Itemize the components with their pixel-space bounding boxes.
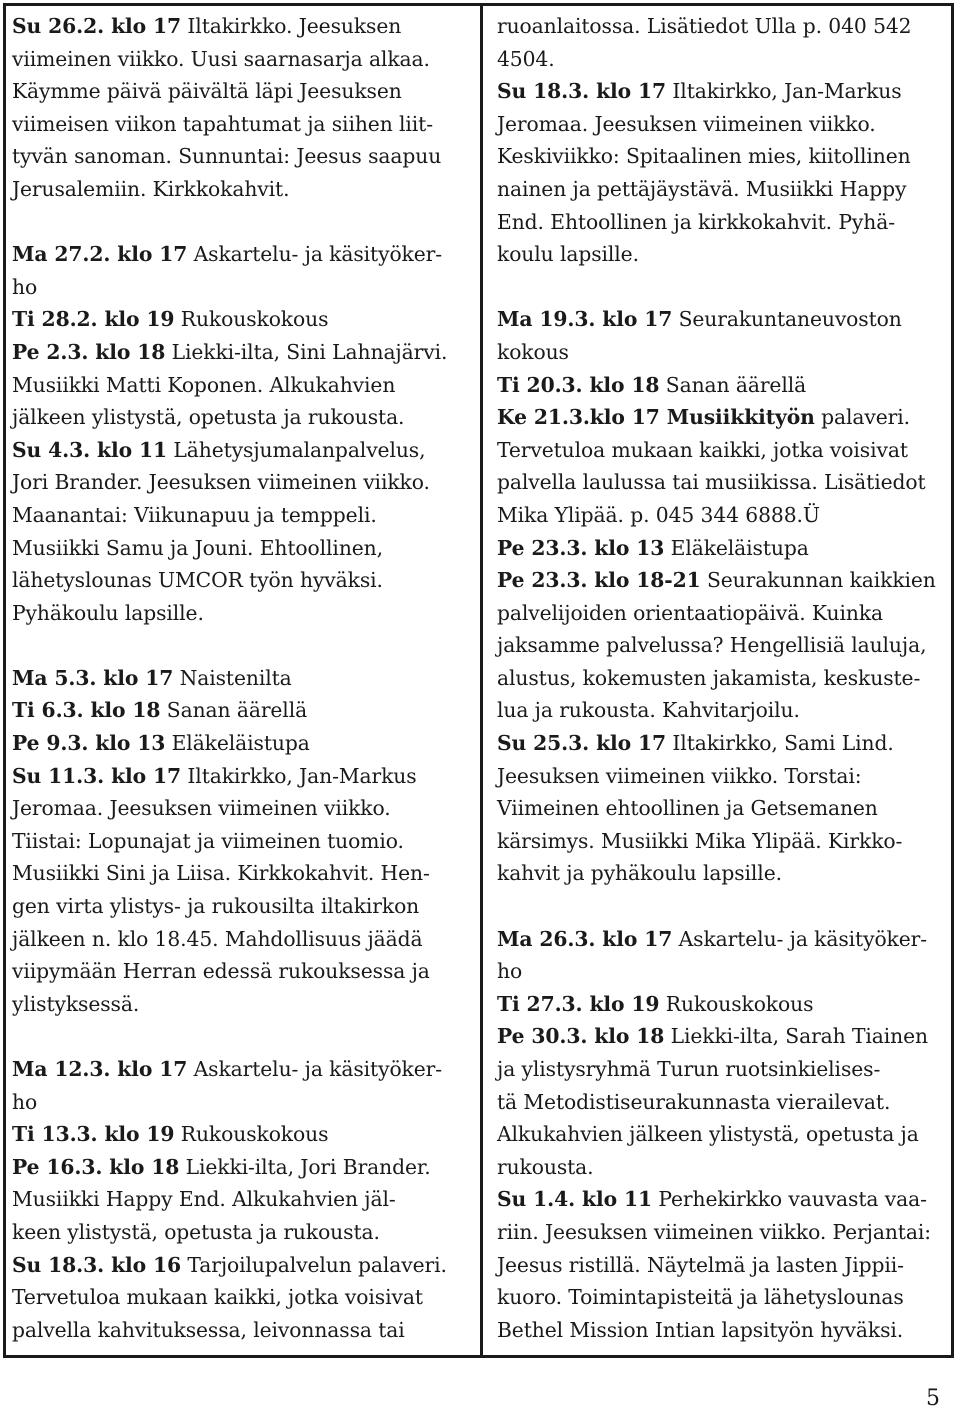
event-text: Alkukahvien jälkeen ylistystä, opetusta ja (497, 1122, 919, 1147)
event-text: keen ylistystä, opetusta ja rukousta. (12, 1219, 380, 1244)
event-date-heading: Ke 21.3.klo 17 Musiikkityön (497, 405, 815, 430)
paragraph-gap (497, 890, 949, 923)
event-date-heading: Ti 27.3. klo 19 (497, 991, 660, 1016)
event-text: ho (497, 959, 523, 984)
event-text: Musiikki Matti Koponen. Alkukahvien (12, 372, 396, 397)
event-text: nainen ja pettäjäystävä. Musiikki Happy (497, 176, 907, 201)
event-text: Käymme päivä päivältä läpi Jeesuksen (12, 79, 402, 104)
text-line (12, 336, 474, 369)
text-line (497, 988, 949, 1021)
event-text: Sanan äärellä (659, 372, 807, 397)
text-line (497, 1281, 949, 1314)
event-text: Iltakirkko. Jeesuksen (181, 14, 402, 38)
event-text: kokous (497, 339, 569, 364)
text-line (497, 434, 949, 467)
text-line (12, 597, 474, 630)
event-date-heading: Su 18.3. klo 17 (497, 79, 667, 104)
text-line (497, 1118, 949, 1151)
text-line (497, 466, 949, 499)
event-date-heading: Su 1.4. klo 11 (497, 1187, 653, 1212)
text-line (497, 369, 949, 402)
text-line (12, 955, 474, 988)
event-text: Musiikki Sini ja Liisa. Kirkkokahvit. Hen- (12, 861, 430, 886)
text-line (12, 760, 474, 793)
event-text: 4504. (497, 46, 555, 71)
text-line (12, 857, 474, 890)
event-date-heading: Ti 20.3. klo 18 (497, 372, 660, 397)
text-line (497, 857, 949, 890)
text-line (12, 792, 474, 825)
left-column (12, 10, 474, 1346)
event-text: Mika Ylipää. p. 045 344 6888.Ü (497, 502, 820, 527)
text-line (12, 1249, 474, 1282)
text-line (497, 238, 949, 271)
text-line (497, 825, 949, 858)
text-line (12, 923, 474, 956)
event-date-heading: Pe 2.3. klo 18 (12, 339, 166, 364)
text-line (12, 238, 474, 271)
event-text: Naistenilta (173, 665, 292, 690)
event-text: Pyhäkoulu lapsille. (12, 600, 204, 625)
event-text: Liekki-ilta, Sini Lahnajärvi. (165, 339, 448, 364)
text-line (12, 10, 474, 43)
event-text: Maanantai: Viikunapuu ja temppeli. (12, 502, 377, 527)
event-text: rukousta. (497, 1154, 594, 1179)
text-line (497, 564, 949, 597)
text-line (497, 499, 949, 532)
event-text: Jeesus ristillä. Näytelmä ja lasten Jippii- (497, 1252, 904, 1277)
event-text: Tervetuloa mukaan kaikki, jotka voisivat (497, 437, 908, 462)
event-text: Iltakirkko, Jan-Markus (181, 763, 417, 788)
text-line (497, 108, 949, 141)
event-text: Sanan äärellä (160, 698, 308, 723)
text-line (12, 499, 474, 532)
text-line (497, 43, 949, 76)
paragraph-gap (497, 271, 949, 304)
text-line (12, 662, 474, 695)
event-text: Tiistai: Lopunajat ja viimeinen tuomio. (12, 828, 404, 853)
event-text: Viimeinen ehtoollinen ja Getsemanen (497, 796, 878, 821)
text-line (12, 140, 474, 173)
event-text: Jeesuksen viimeinen viikko. Torstai: (497, 763, 862, 788)
event-text: jälkeen ylistystä, opetusta ja rukousta. (12, 405, 405, 430)
event-text: Askartelu- ja käsityöker- (187, 242, 442, 267)
event-text: gen virta ylistys- ja rukousilta iltakirkon (12, 894, 420, 919)
text-line (12, 369, 474, 402)
event-text: kärsimys. Musiikki Mika Ylipää. Kirkko- (497, 828, 903, 853)
event-text: Bethel Mission Intian lapsityön hyväksi. (497, 1317, 904, 1342)
text-line (497, 336, 949, 369)
text-line (497, 1020, 949, 1053)
event-text: tyvän sanoman. Sunnuntai: Jeesus saapuu (12, 144, 442, 169)
event-text: ruoanlaitossa. Lisätiedot Ulla p. 040 542 (497, 14, 912, 38)
text-line (12, 1314, 474, 1347)
page-number: 5 (926, 1386, 940, 1411)
text-line (12, 564, 474, 597)
text-line (497, 955, 949, 988)
event-date-heading: Ma 12.3. klo 17 (12, 1057, 188, 1081)
event-date-heading: Pe 16.3. klo 18 (12, 1154, 180, 1179)
event-text: alustus, kokemusten jakamista, keskuste- (497, 665, 921, 690)
text-line (12, 890, 474, 923)
text-line (12, 75, 474, 108)
event-text: Liekki-ilta, Sarah Tiainen (664, 1024, 928, 1049)
text-line (12, 1086, 474, 1119)
event-text: Lähetysjumalanpalvelus, (167, 437, 426, 462)
event-text: Eläkeläistupa (664, 535, 809, 560)
event-text: Rukouskokous (659, 991, 814, 1016)
text-line (497, 923, 949, 956)
event-text: Rukouskokous (174, 1122, 329, 1147)
paragraph-gap (12, 1020, 474, 1053)
text-line (12, 303, 474, 336)
text-line (497, 760, 949, 793)
event-date-heading: Pe 9.3. klo 13 (12, 731, 166, 756)
event-text: palaveri. (814, 405, 910, 430)
event-text: Askartelu- ja käsityöker- (672, 926, 927, 951)
event-date-heading: Pe 30.3. klo 18 (497, 1024, 665, 1049)
event-text: Tervetuloa mukaan kaikki, jotka voisivat (12, 1285, 423, 1310)
text-line (497, 10, 949, 43)
event-text: ylistyksessä. (12, 991, 140, 1016)
text-line (497, 597, 949, 630)
text-line (12, 43, 474, 76)
event-text: Rukouskokous (174, 307, 329, 332)
event-date-heading: Ma 26.3. klo 17 (497, 926, 673, 951)
event-date-heading: Pe 23.3. klo 13 (497, 535, 665, 560)
event-text: Iltakirkko, Jan-Markus (666, 79, 902, 104)
paragraph-gap (12, 206, 474, 239)
text-line (497, 1086, 949, 1119)
text-line (12, 1151, 474, 1184)
event-text: ja ylistysryhmä Turun ruotsinkielises- (497, 1057, 881, 1081)
text-line (497, 303, 949, 336)
text-line (12, 532, 474, 565)
event-text: Tarjoilupalvelun palaveri. (181, 1252, 447, 1277)
event-text: ho (12, 1089, 38, 1114)
event-text: Jori Brander. Jeesuksen viimeinen viikko. (12, 470, 430, 495)
text-line (497, 1183, 949, 1216)
text-line (497, 401, 949, 434)
text-line (12, 825, 474, 858)
text-line (497, 1249, 949, 1282)
text-line (12, 401, 474, 434)
text-line (497, 1216, 949, 1249)
event-date-heading: Ma 27.2. klo 17 (12, 242, 188, 267)
text-line (497, 727, 949, 760)
event-text: End. Ehtoollinen ja kirkkokahvit. Pyhä- (497, 209, 895, 234)
event-text: palvelijoiden orientaatiopäivä. Kuinka (497, 600, 884, 625)
text-line (12, 466, 474, 499)
event-date-heading: Su 11.3. klo 17 (12, 763, 182, 788)
event-text: Keskiviikko: Spitaalinen mies, kiitollinen (497, 144, 911, 169)
event-text: lua ja rukousta. Kahvitarjoilu. (497, 698, 800, 723)
event-text: Liekki-ilta, Jori Brander. (179, 1154, 431, 1179)
event-date-heading: Su 4.3. klo 11 (12, 437, 168, 462)
event-text: jälkeen n. klo 18.45. Mahdollisuus jäädä (12, 926, 423, 951)
event-date-heading: Su 25.3. klo 17 (497, 731, 667, 756)
event-date-heading: Ti 6.3. klo 18 (12, 698, 161, 723)
text-line (497, 140, 949, 173)
text-line (497, 662, 949, 695)
text-line (497, 1053, 949, 1086)
text-line (497, 694, 949, 727)
event-text: Jeromaa. Jeesuksen viimeinen viikko. (497, 111, 876, 136)
text-line (497, 173, 949, 206)
event-text: jaksamme palvelussa? Hengellisiä lauluja, (497, 633, 927, 658)
text-line (497, 629, 949, 662)
text-line (12, 1118, 474, 1151)
event-text: viipymään Herran edessä rukouksessa ja (12, 959, 430, 984)
text-line (12, 727, 474, 760)
event-text: koulu lapsille. (497, 242, 639, 267)
event-text: kahvit ja pyhäkoulu lapsille. (497, 861, 782, 886)
event-text: palvella kahvituksessa, leivonnassa tai (12, 1317, 405, 1342)
event-date-heading: Ti 28.2. klo 19 (12, 307, 175, 332)
event-text: ho (12, 274, 38, 299)
text-line (497, 75, 949, 108)
text-line (12, 694, 474, 727)
text-line (497, 1314, 949, 1347)
event-text: riin. Jeesuksen viimeinen viikko. Perjantai: (497, 1219, 931, 1244)
column-divider (480, 3, 483, 1358)
event-date-heading: Ma 19.3. klo 17 (497, 307, 673, 332)
text-line (12, 271, 474, 304)
event-text: palvella laulussa tai musiikissa. Lisätiedot (497, 470, 926, 495)
event-date-heading: Ma 5.3. klo 17 (12, 665, 174, 690)
event-text: lähetyslounas UMCOR työn hyväksi. (12, 568, 383, 593)
event-text: Askartelu- ja käsityöker- (187, 1057, 442, 1081)
event-text: Eläkeläistupa (165, 731, 310, 756)
event-text: Perhekirkko vauvasta vaa- (652, 1187, 927, 1212)
event-date-heading: Su 26.2. klo 17 (12, 14, 182, 38)
event-text: Musiikki Samu ja Jouni. Ehtoollinen, (12, 535, 383, 560)
text-line (497, 792, 949, 825)
event-text: viimeinen viikko. Uusi saarnasarja alkaa. (12, 46, 430, 71)
text-line (12, 1216, 474, 1249)
text-line (497, 206, 949, 239)
event-text: Musiikki Happy End. Alkukahvien jäl- (12, 1187, 396, 1212)
paragraph-gap (12, 629, 474, 662)
event-text: Jerusalemiin. Kirkkokahvit. (12, 176, 290, 201)
text-line (12, 1183, 474, 1216)
event-text: Iltakirkko, Sami Lind. (666, 731, 894, 756)
event-date-heading: Ti 13.3. klo 19 (12, 1122, 175, 1147)
event-text: Seurakuntaneuvoston (672, 307, 902, 332)
text-line (12, 1053, 474, 1086)
event-text: viimeisen viikon tapahtumat ja siihen liit- (12, 111, 433, 136)
text-line (12, 1281, 474, 1314)
event-date-heading: Su 18.3. klo 16 (12, 1252, 182, 1277)
event-text: kuoro. Toimintapisteitä ja lähetyslounas (497, 1285, 904, 1310)
text-line (497, 1151, 949, 1184)
event-text: Seurakunnan kaikkien (700, 568, 936, 593)
event-text: Jeromaa. Jeesuksen viimeinen viikko. (12, 796, 391, 821)
event-date-heading: Pe 23.3. klo 18-21 (497, 568, 701, 593)
text-line (497, 532, 949, 565)
text-line (12, 434, 474, 467)
right-column (497, 10, 949, 1346)
event-text: tä Metodistiseurakunnasta vierailevat. (497, 1089, 891, 1114)
text-line (12, 988, 474, 1021)
text-line (12, 108, 474, 141)
text-line (12, 173, 474, 206)
